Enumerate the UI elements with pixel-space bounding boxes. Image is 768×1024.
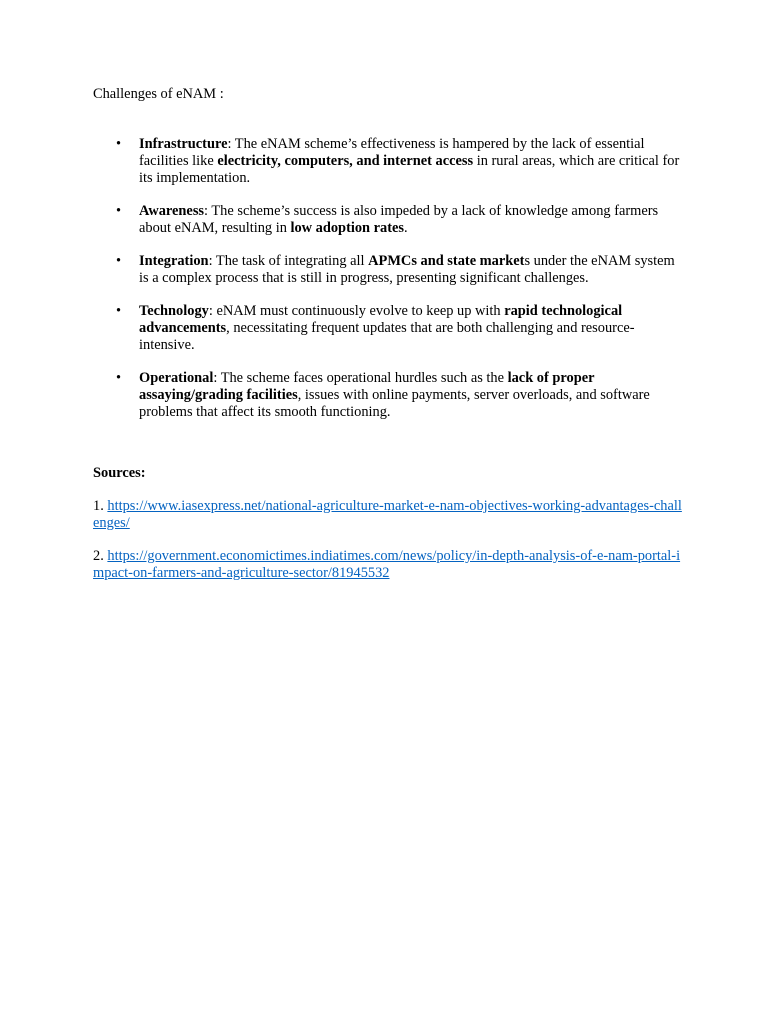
challenge-body: : eNAM must continuously evolve to keep up with	[208, 303, 505, 319]
challenge-body: : The eNAM scheme’s effectiveness is hampered by the lack of essential facilities like	[139, 136, 645, 169]
challenge-emphasis: low adoption rates	[290, 220, 405, 236]
challenge-body: in rural areas, which are critical for its implementation.	[139, 153, 680, 186]
challenge-text	[139, 253, 683, 287]
bullet-icon: •	[116, 370, 122, 386]
challenge-item	[93, 136, 683, 187]
source-number: 2.	[93, 548, 108, 564]
challenge-text	[139, 136, 683, 187]
source-item	[93, 548, 683, 582]
bullet-icon: •	[116, 136, 122, 152]
challenge-item	[93, 303, 683, 354]
challenge-heading: Integration	[139, 253, 209, 269]
challenge-emphasis: lack of proper assaying/grading facilities	[139, 370, 595, 403]
challenge-heading: Infrastructure	[139, 136, 228, 152]
challenge-emphasis: electricity, computers, and internet access	[217, 153, 474, 169]
challenge-body: : The scheme faces operational hurdles such as the	[213, 370, 508, 386]
challenge-body: , necessitating frequent updates that are both challenging and resource-intensive.	[139, 320, 635, 353]
challenge-body: s under the eNAM system is a complex process that is still in progress, presenting significant challenges.	[139, 253, 675, 286]
challenge-text	[139, 203, 683, 237]
challenge-body: .	[404, 220, 408, 236]
bullet-icon: •	[116, 303, 122, 319]
source-link[interactable]: https://government.economictimes.indiatimes.com/news/policy/in-depth-analysis-of-e-nam-portal-impact-on-farmers-and-agriculture-sector/81945532	[93, 548, 681, 581]
challenge-body: : The scheme’s success is also impeded by a lack of knowledge among farmers about eNAM, resulting in	[139, 203, 659, 236]
document-page	[93, 86, 683, 598]
source-item	[93, 498, 683, 532]
challenge-text	[139, 370, 683, 421]
source-number: 1.	[93, 498, 108, 514]
challenge-emphasis: APMCs and state market	[368, 253, 525, 269]
challenge-item	[93, 203, 683, 237]
challenge-emphasis: rapid technological advancements	[139, 303, 623, 336]
challenge-body: , issues with online payments, server overloads, and software problems that affect its smooth functioning.	[139, 387, 650, 420]
challenge-item	[93, 370, 683, 421]
sources-heading: Sources:	[93, 465, 146, 481]
challenge-heading: Awareness	[139, 203, 205, 219]
challenge-item	[93, 253, 683, 287]
source-link[interactable]: https://www.iasexpress.net/national-agriculture-market-e-nam-objectives-working-advantages-challenges/	[93, 498, 682, 531]
challenge-heading: Technology	[139, 303, 209, 319]
challenge-body: : The task of integrating all	[208, 253, 369, 269]
sources-section	[93, 465, 683, 582]
challenge-text	[139, 303, 683, 354]
challenges-list	[93, 136, 683, 421]
document-title: Challenges of eNAM :	[93, 86, 224, 102]
challenge-heading: Operational	[139, 370, 214, 386]
bullet-icon: •	[116, 203, 122, 219]
bullet-icon: •	[116, 253, 122, 269]
